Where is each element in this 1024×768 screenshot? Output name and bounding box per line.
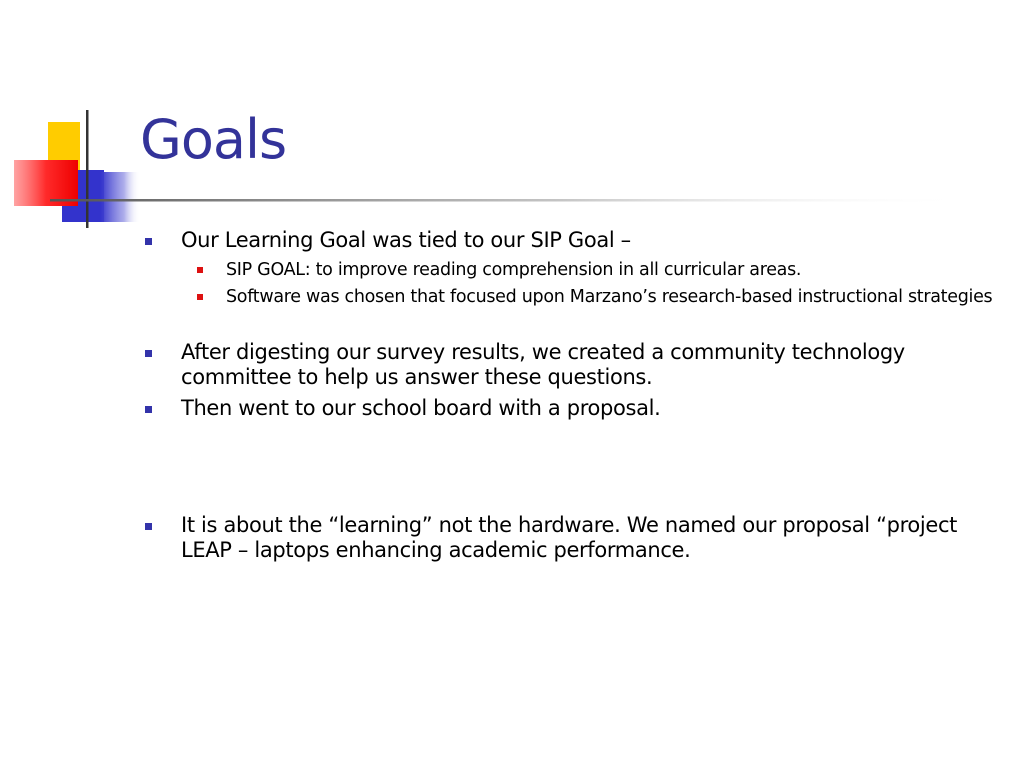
bullet-block-3 (140, 396, 1000, 421)
square-bullet-icon (197, 267, 203, 273)
bullet-text: After digesting our survey results, we created a community technology committee to help us answer these questions. (181, 340, 905, 389)
bullet-item (140, 228, 1000, 253)
deco-blue-fade (100, 172, 140, 222)
square-bullet-icon (145, 350, 152, 357)
square-bullet-icon (145, 523, 152, 530)
bullet-block-4 (140, 513, 1000, 563)
deco-vertical-line (86, 110, 89, 228)
bullet-block-1 (140, 228, 1000, 308)
bullet-text: Our Learning Goal was tied to our SIP Goal – (181, 228, 631, 252)
sub-bullet-item (140, 286, 1000, 308)
bullet-text: It is about the “learning” not the hardware. We named our proposal “project LEAP – laptops enhancing academic performance. (181, 513, 958, 562)
square-bullet-icon (145, 238, 152, 245)
sub-bullet-text: Software was chosen that focused upon Marzano’s research-based instructional strategies (226, 287, 993, 307)
bullet-item (140, 513, 1000, 563)
bullet-item (140, 340, 1000, 390)
sub-bullet-item (140, 259, 1000, 281)
slide-title: Goals (140, 108, 287, 171)
square-bullet-icon (197, 294, 203, 300)
sub-bullet-text: SIP GOAL: to improve reading comprehension in all curricular areas. (226, 260, 802, 280)
bullet-text: Then went to our school board with a proposal. (181, 396, 661, 420)
slide-body (140, 228, 1000, 569)
title-underline (50, 199, 970, 202)
square-bullet-icon (145, 406, 152, 413)
sub-bullet-list (140, 259, 1000, 308)
bullet-block-2 (140, 340, 1000, 390)
bullet-item (140, 396, 1000, 421)
